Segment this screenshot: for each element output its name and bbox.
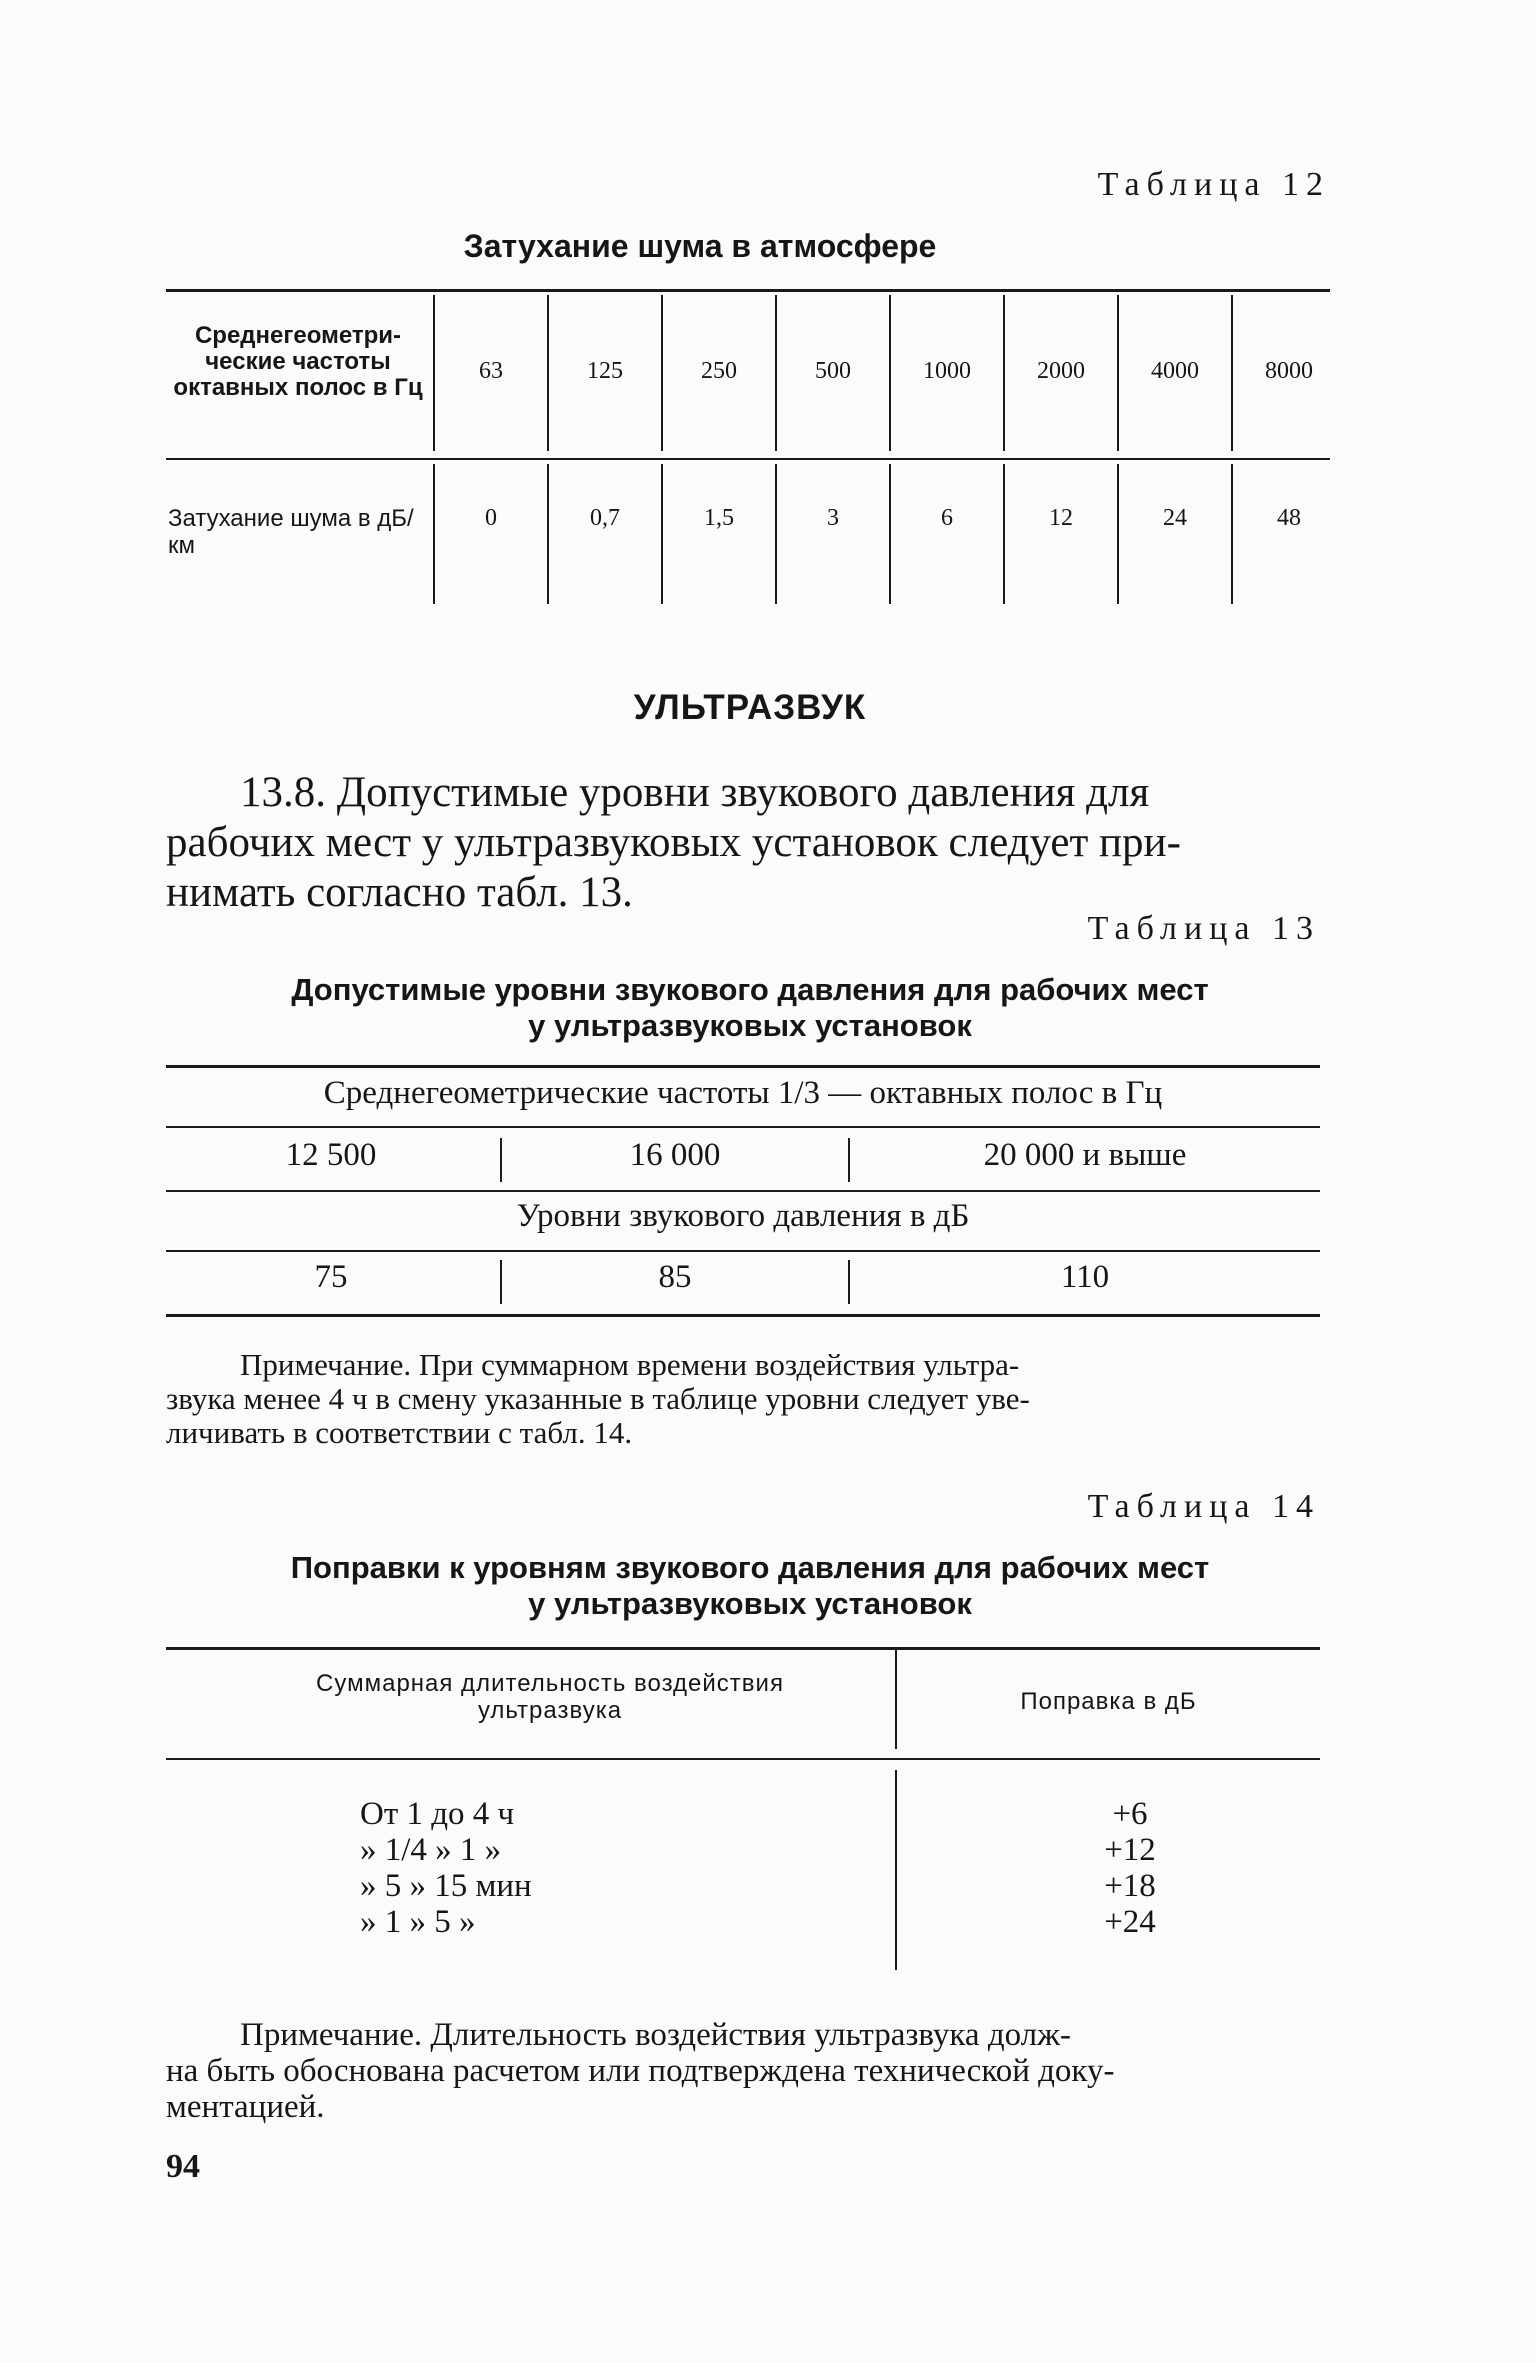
table12-column-divider [661,464,663,604]
table14-duration-cell: » 1 » 5 » [360,1904,476,1940]
table14-correction-cell: +18 [1104,1868,1156,1904]
table13-level-1: 75 [314,1259,348,1295]
section-heading: УЛЬТРАЗВУК [633,688,867,727]
table14-correction-cell: +6 [1112,1796,1148,1832]
table12-top-rule [166,289,1330,292]
table14-duration-cell: » 1/4 » 1 » [360,1832,502,1868]
table12-column-divider [889,464,891,604]
table13-level-3: 110 [1060,1259,1110,1295]
note13-line2: звука менее 4 ч в смену указанные в таблице уровни следует уве- [166,1381,1030,1416]
table13-title-line2: у ультразвуковых установок [528,1008,972,1043]
table12-frequency-cell: 2000 [1037,358,1085,384]
note13-line3: личивать в соответствии с табл. 14. [166,1415,633,1450]
table13-rule-4 [166,1250,1320,1252]
note14-line1: Примечание. Длительность воздействия ультразвука долж- [240,2017,1071,2053]
table12-frequency-cell: 250 [701,358,737,384]
table14-mid-rule [166,1758,1320,1760]
table12-attenuation-cell: 0,7 [590,505,620,531]
table13-caption: Таблица 13 [1087,910,1320,947]
table12-frequency-cell: 500 [815,358,851,384]
table12-frequency-cell: 63 [479,358,503,384]
note13-line1: Примечание. При суммарном времени воздействия ультра- [240,1347,1020,1382]
paragraph-13-8-line1: 13.8. Допустимые уровни звукового давления для [240,769,1150,816]
note14-line2: на быть обоснована расчетом или подтверждена технической доку- [166,2053,1115,2089]
table12-attenuation-cell: 1,5 [704,505,734,531]
table12-attenuation-cell: 12 [1049,505,1073,531]
table12-row2-header: Затухание шума в дБ/км [168,505,414,559]
paragraph-13-8-line2: рабочих мест у ультразвуковых установок следует при- [166,819,1181,866]
paragraph-13-8-line3: нимать согласно табл. 13. [166,869,633,916]
table12-caption: Таблица 12 [1097,166,1330,203]
table14-correction-cell: +12 [1104,1832,1156,1868]
table14-top-rule [166,1647,1320,1650]
table14-body-divider [895,1770,897,1970]
table14-duration-cell: От 1 до 4 ч [360,1796,515,1832]
table12-mid-rule [166,458,1330,460]
table13-rule-2 [166,1126,1320,1128]
table13-bottom-rule [166,1314,1320,1317]
table14-correction-cell: +24 [1104,1904,1156,1940]
table12-frequency-cell: 1000 [923,358,971,384]
table12-attenuation-cell: 24 [1163,505,1187,531]
table13-freq-3: 20 000 и выше [983,1137,1187,1173]
table12-frequency-cell: 4000 [1151,358,1199,384]
table12-frequency-cell: 8000 [1265,358,1313,384]
table13-title-line1: Допустимые уровни звукового давления для рабочих мест [291,972,1209,1007]
table12-row1-header: Среднегеометри-ческие частоты октавных полос в Гц [173,322,423,401]
table12-column-divider [547,464,549,604]
page-number: 94 [166,2148,200,2185]
table14-caption: Таблица 14 [1087,1488,1320,1525]
table13-rule-3 [166,1190,1320,1192]
note14-line3: ментацией. [166,2089,325,2125]
table12-column-divider [433,464,435,604]
table13-level-2: 85 [658,1259,692,1295]
table13-freq-1: 12 500 [285,1137,377,1173]
table14-title-line1: Поправки к уровням звукового давления для рабочих мест [290,1550,1210,1585]
table12-column-divider [1003,464,1005,604]
table13-header-freq: Среднегеометрические частоты 1/3 — октавных полос в Гц [323,1075,1163,1111]
table13-top-rule [166,1065,1320,1068]
table12-frequency-cell: 125 [587,358,623,384]
table12-title: Затухание шума в атмосфере [463,228,937,264]
table12-column-divider [1117,464,1119,604]
table12-column-divider [1231,464,1233,604]
table12-attenuation-cell: 0 [485,505,497,531]
table14-duration-cell: » 5 » 15 мин [360,1868,532,1904]
table12-attenuation-cell: 3 [827,505,839,531]
table12-attenuation-cell: 48 [1277,505,1301,531]
table12-column-divider [775,464,777,604]
table14-title-line2: у ультразвуковых установок [528,1586,972,1621]
table12-attenuation-cell: 6 [941,505,953,531]
table14-col2-header: Поправка в дБ [1020,1688,1197,1715]
table14-col1-header: Суммарная длительность воздействия ультразвука [316,1670,784,1724]
table13-header-levels: Уровни звукового давления в дБ [516,1198,970,1234]
table13-freq-2: 16 000 [629,1137,721,1173]
